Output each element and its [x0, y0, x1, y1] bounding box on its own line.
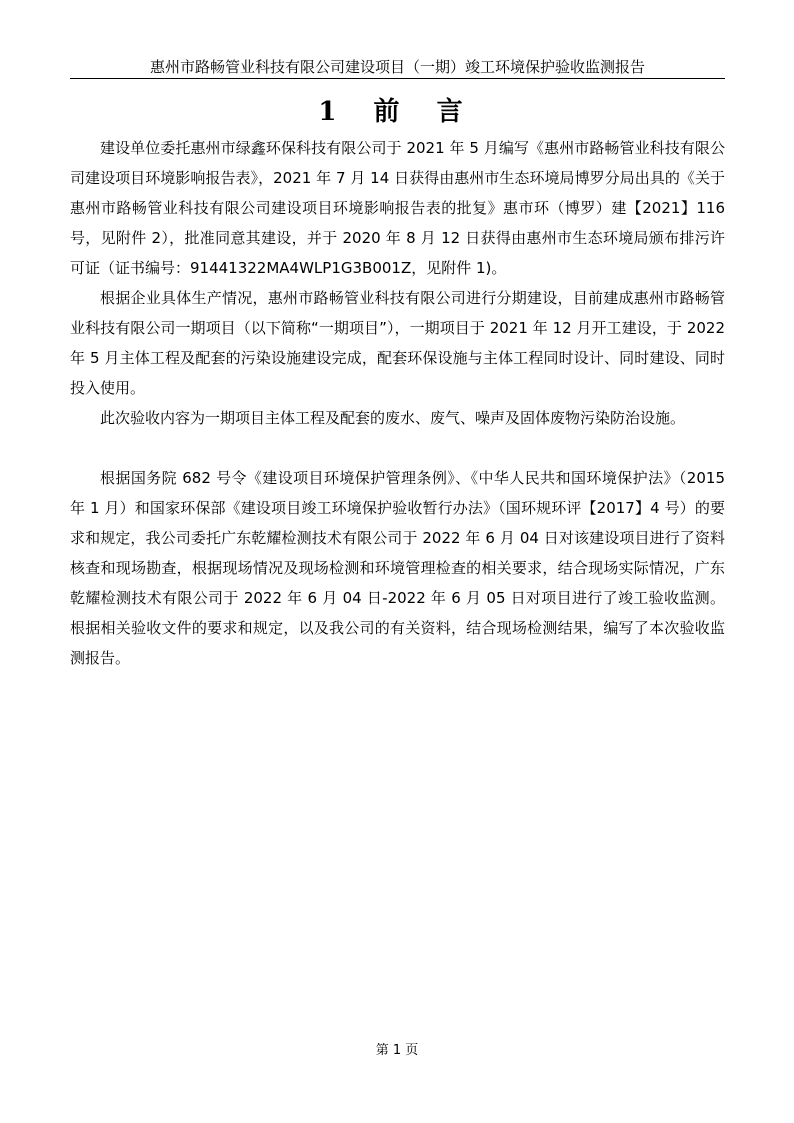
paragraph-commission: 建设单位委托惠州市绿鑫环保科技有限公司于 2021 年 5 月编写《惠州市路畅管业科技有限公司建设项目环境影响报告表》，2021 年 7 月 14 日获得由惠州市生态环境局博罗分局出具的《关于惠州市路畅管业科技有限公司建设项目环境影响报告表的批复》惠市环（博罗）建【2021】116 号，见附件 2），批准同意其建设，并于 2020 年 8 月 12 日获得由惠州市生态环境局颁布排污许可证（证书编号：91441322MA4WLP1G3B001Z，见附件 1)。	[70, 139, 725, 277]
document-body	[70, 133, 725, 673]
paragraph-gap	[70, 433, 725, 463]
paragraph-acceptance-scope: 此次验收内容为一期项目主体工程及配套的废水、废气、噪声及固体废物污染防治设施。	[100, 409, 686, 427]
paragraph-phased-construction: 根据企业具体生产情况，惠州市路畅管业科技有限公司进行分期建设，目前建成惠州市路畅管业科技有限公司一期项目（以下简称“一期项目”），一期项目于 2021 年 12 月开工建设，于 2022 年 5 月主体工程及配套的污染设施建设完成，配套环保设施与主体工程同时设计、同时建设、同时投入使用。	[70, 289, 725, 397]
paragraph-legal-basis: 根据国务院 682 号令《建设项目环境保护管理条例》、《中华人民共和国环境保护法》（2015 年 1 月）和国家环保部《建设项目竣工环境保护验收暂行办法》（国环规环评【2017】4 号）的要求和规定，我公司委托广东乾耀检测技术有限公司于 2022 年 6 月 04 日对该建设项目进行了资料核查和现场勘查，根据现场情况及现场检测和环境管理检查的相关要求，结合现场实际情况，广东乾耀检测技术有限公司于 2022 年 6 月 04 日-2022 年 6 月 05 日对项目进行了竣工验收监测。根据相关验收文件的要求和规定，以及我公司的有关资料，结合现场检测结果，编写了本次验收监测报告。	[70, 469, 725, 667]
page-number: 第 1 页	[375, 1043, 419, 1058]
running-header: 惠州市路畅管业科技有限公司建设项目（一期）竣工环境保护验收监测报告	[149, 58, 645, 76]
section-heading: 1 前 言	[318, 97, 477, 127]
header-divider	[70, 78, 725, 79]
